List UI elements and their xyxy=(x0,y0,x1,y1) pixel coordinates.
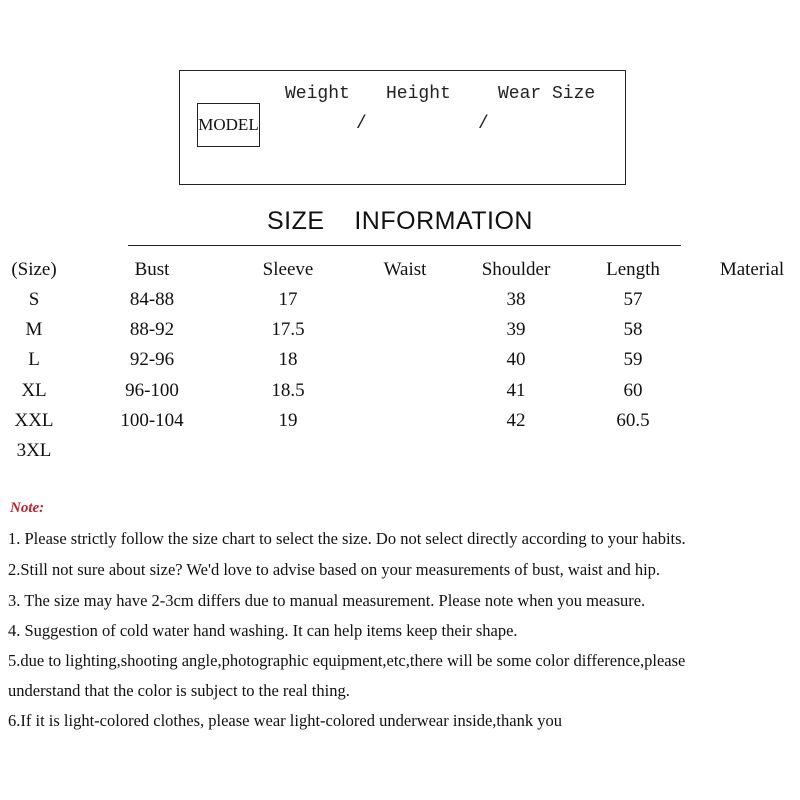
table-cell-shoulder: 38 xyxy=(506,289,526,310)
table-cell-size: M xyxy=(25,319,43,340)
table-cell-length: 58 xyxy=(623,319,643,340)
note-item-3: 3. The size may have 2-3cm differs due to manual measurement. Please note when you measure. xyxy=(8,591,646,610)
note-item-5: 5.due to lighting,shooting angle,photographic equipment,etc,there will be some color difference,please xyxy=(8,651,686,670)
table-cell-length: 60 xyxy=(623,380,643,401)
note-item-6: 6.If it is light-colored clothes, please wear light-colored underwear inside,thank you xyxy=(8,711,562,730)
column-header-waist: Waist xyxy=(383,259,427,280)
table-cell-sleeve: 18 xyxy=(278,349,298,370)
table-cell-shoulder: 42 xyxy=(506,410,526,431)
model-tag: MODEL xyxy=(197,103,260,147)
table-cell-length: 57 xyxy=(623,289,643,310)
table-cell-sleeve: 17 xyxy=(278,289,298,310)
table-cell-sleeve: 17.5 xyxy=(271,319,305,340)
table-cell-bust: 88-92 xyxy=(129,319,175,340)
table-cell-shoulder: 41 xyxy=(506,380,526,401)
table-cell-length: 59 xyxy=(623,349,643,370)
table-cell-bust: 96-100 xyxy=(125,380,179,401)
wear-size-header: Wear Size xyxy=(498,84,596,104)
column-header-bust: Bust xyxy=(134,259,170,280)
column-header-material: Material xyxy=(719,259,785,280)
height-size-separator: / xyxy=(478,114,489,134)
table-cell-bust: 100-104 xyxy=(120,410,184,431)
column-header-shoulder: Shoulder xyxy=(481,259,551,280)
note-item-5-continued: understand that the color is subject to the real thing. xyxy=(8,681,350,700)
column-header-sleeve: Sleeve xyxy=(262,259,314,280)
note-item-2: 2.Still not sure about size? We'd love to advise based on your measurements of bust, waist and hip. xyxy=(8,560,661,579)
title-underline xyxy=(128,245,681,246)
note-label: Note: xyxy=(10,500,45,516)
size-information-title: SIZE INFORMATION xyxy=(267,207,533,235)
table-cell-bust: 92-96 xyxy=(129,349,175,370)
table-cell-length: 60.5 xyxy=(616,410,650,431)
note-item-1: 1. Please strictly follow the size chart to select the size. Do not select directly according to your habits. xyxy=(8,529,686,548)
column-header-length: Length xyxy=(606,259,660,280)
table-cell-size: L xyxy=(28,349,40,370)
table-cell-sleeve: 19 xyxy=(278,410,298,431)
table-cell-bust: 84-88 xyxy=(129,289,175,310)
table-cell-size: S xyxy=(28,289,40,310)
note-item-4: 4. Suggestion of cold water hand washing. It can help items keep their shape. xyxy=(8,621,518,640)
table-cell-shoulder: 40 xyxy=(506,349,526,370)
height-header: Height xyxy=(386,84,451,104)
weight-header: Weight xyxy=(285,84,350,104)
column-header-size: (Size) xyxy=(11,259,57,280)
table-cell-size: XL xyxy=(21,380,47,401)
table-cell-shoulder: 39 xyxy=(506,319,526,340)
weight-height-separator: / xyxy=(356,114,367,134)
table-cell-size: XXL xyxy=(14,410,54,431)
table-cell-sleeve: 18.5 xyxy=(271,380,305,401)
table-cell-size: 3XL xyxy=(16,440,52,461)
